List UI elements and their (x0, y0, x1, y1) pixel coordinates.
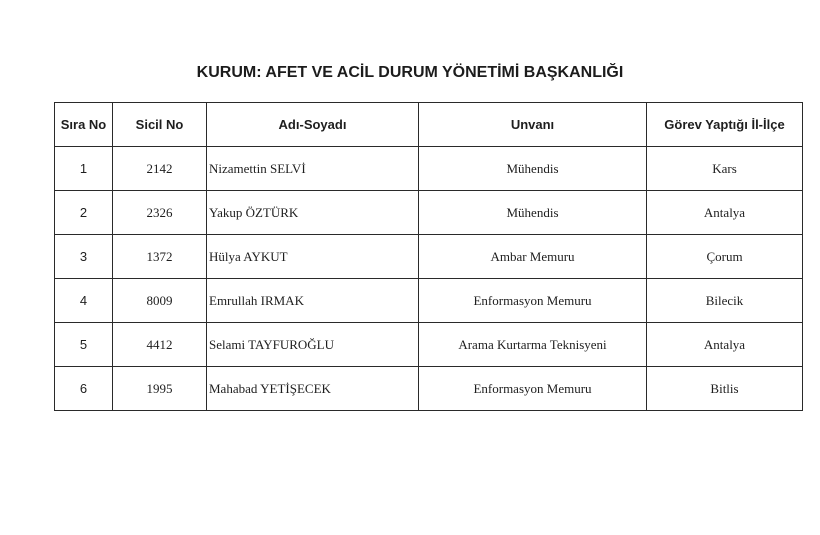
cell-il-ilce: Bitlis (647, 367, 803, 411)
cell-adi-soyadi: Mahabad YETİŞECEK (207, 367, 419, 411)
header-adi-soyadi: Adı-Soyadı (207, 103, 419, 147)
cell-sira-no: 4 (55, 279, 113, 323)
cell-il-ilce: Bilecik (647, 279, 803, 323)
cell-sicil-no: 2326 (113, 191, 207, 235)
personnel-table (54, 102, 803, 411)
cell-sicil-no: 4412 (113, 323, 207, 367)
cell-sicil-no: 8009 (113, 279, 207, 323)
header-sira-no: Sıra No (55, 103, 113, 147)
cell-adi-soyadi: Yakup ÖZTÜRK (207, 191, 419, 235)
document-title: KURUM: AFET VE ACİL DURUM YÖNETİMİ BAŞKANLIĞI (196, 64, 624, 81)
cell-il-ilce: Antalya (647, 323, 803, 367)
table-row (55, 147, 803, 191)
cell-sira-no: 2 (55, 191, 113, 235)
cell-unvani: Mühendis (419, 191, 647, 235)
cell-adi-soyadi: Selami TAYFUROĞLU (207, 323, 419, 367)
table-row (55, 279, 803, 323)
table-row (55, 323, 803, 367)
cell-sira-no: 3 (55, 235, 113, 279)
cell-unvani: Enformasyon Memuru (419, 279, 647, 323)
cell-sicil-no: 2142 (113, 147, 207, 191)
cell-sira-no: 1 (55, 147, 113, 191)
header-unvani: Unvanı (419, 103, 647, 147)
header-sicil-no: Sicil No (113, 103, 207, 147)
cell-il-ilce: Çorum (647, 235, 803, 279)
cell-unvani: Ambar Memuru (419, 235, 647, 279)
cell-unvani: Enformasyon Memuru (419, 367, 647, 411)
table-header-row (55, 103, 803, 147)
cell-sira-no: 6 (55, 367, 113, 411)
cell-sira-no: 5 (55, 323, 113, 367)
cell-unvani: Mühendis (419, 147, 647, 191)
table-row (55, 367, 803, 411)
cell-adi-soyadi: Nizamettin SELVİ (207, 147, 419, 191)
cell-sicil-no: 1372 (113, 235, 207, 279)
cell-adi-soyadi: Emrullah IRMAK (207, 279, 419, 323)
cell-adi-soyadi: Hülya AYKUT (207, 235, 419, 279)
table-row (55, 191, 803, 235)
cell-sicil-no: 1995 (113, 367, 207, 411)
cell-il-ilce: Antalya (647, 191, 803, 235)
table-row (55, 235, 803, 279)
header-il-ilce: Görev Yaptığı İl-İlçe (647, 103, 803, 147)
cell-unvani: Arama Kurtarma Teknisyeni (419, 323, 647, 367)
cell-il-ilce: Kars (647, 147, 803, 191)
